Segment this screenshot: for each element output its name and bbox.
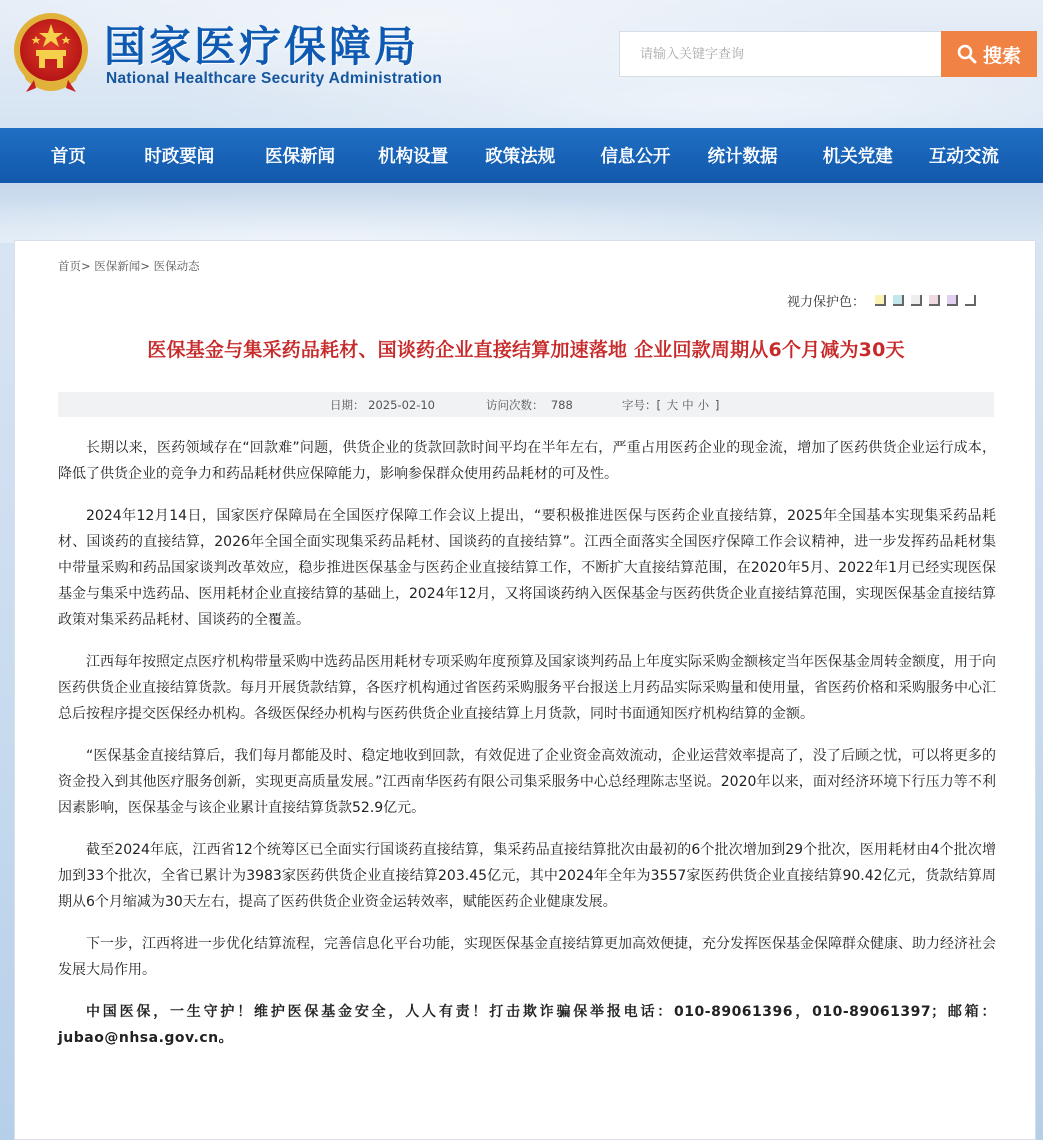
meta-date — [330, 397, 435, 413]
swatch-white[interactable] — [965, 295, 976, 306]
fontsize-label: 字号： — [622, 397, 657, 412]
nav-item-policy[interactable]: 政策法规 — [485, 147, 556, 167]
swatch-yellow[interactable] — [875, 295, 886, 306]
date-label: 日期： — [330, 397, 365, 412]
nav-item-organization[interactable]: 机构设置 — [378, 147, 449, 167]
search-icon — [957, 44, 977, 64]
search-input[interactable] — [619, 31, 941, 77]
paragraph: 截至2024年底，江西省12个统筹区已全面实行国谈药直接结算，集采药品直接结算批次由最初的6个批次增加到29个批次，医用耗材由4个批次增加到33个批次，全省已累计为3983家医药供货企业直接结算203.45亿元，其中2024年全年为3557家医药供货企业直接结算90.42亿元，货款结算周期从6个月缩减为30天左右，提高了医药供货企业资金运转效率，赋能医药企业健康发展。 — [58, 842, 996, 910]
article-title: 医保基金与集采药品耗材、国谈药企业直接结算加速落地 企业回款周期从6个月减为30天 — [147, 339, 905, 361]
vision-label: 视力保护色： — [787, 295, 866, 310]
breadcrumb-current[interactable]: 医保动态 — [153, 259, 200, 273]
article-meta — [58, 392, 994, 417]
font-medium-button[interactable]: 中 — [682, 397, 694, 412]
meta-views — [486, 397, 573, 413]
main-nav — [0, 128, 1043, 183]
font-large-button[interactable]: 大 — [666, 397, 679, 412]
nav-item-interact[interactable]: 互动交流 — [928, 147, 999, 167]
nav-item-medical-news[interactable]: 医保新闻 — [265, 147, 335, 167]
breadcrumb-news[interactable]: 医保新闻> — [94, 259, 150, 273]
views-label: 访问次数： — [486, 397, 544, 412]
swatch-purple[interactable] — [947, 295, 958, 306]
paragraph: 2024年12月14日，国家医疗保障局在全国医疗保障工作会议上提出，“要积极推进医保与医药企业直接结算，2025年全国基本实现集采药品耗材、国谈药的直接结算，2026年全国全面实现集采药品耗材、国谈药的直接结算”。江西全面落实全国医疗保障工作会议精神，进一步发挥药品耗材集中带量采购和药品国家谈判改革效应，稳步推进医保基金与医药企业直接结算工作，不断扩大直接结算范围，在2020年5月、2022年1月已经实现医保基金与集采中选药品、医用耗材企业直接结算的基础上，2024年12月，又将国谈药纳入医保基金与医药供货企业直接结算范围，实现医保基金直接结算政策对集采药品耗材、国谈药的全覆盖。 — [58, 508, 996, 628]
swatch-pink[interactable] — [929, 295, 940, 306]
nav-item-party[interactable]: 机关党建 — [822, 147, 893, 167]
nav-item-info[interactable]: 信息公开 — [600, 147, 671, 167]
date-value: 2025-02-10 — [368, 397, 435, 412]
article-body — [58, 435, 996, 1067]
hotline-notice: 中国医保，一生守护！维护医保基金安全，人人有责！打击欺诈骗保举报电话：010-89061396，010-89061397；邮箱：jubao@nhsa.gov.cn。 — [58, 1004, 996, 1046]
swatch-gray[interactable] — [911, 295, 922, 306]
swatch-blue[interactable] — [893, 295, 904, 306]
bracket-open: [ — [656, 397, 661, 412]
article-panel — [14, 240, 1036, 1140]
paragraph: 江西每年按照定点医疗机构带量采购中选药品医用耗材专项采购年度预算及国家谈判药品上年度实际采购金额核定当年医保基金周转金额度，用于向医药供货企业直接结算货款。每月开展货款结算，各医疗机构通过省医药采购服务平台报送上月药品实际采购量和使用量，省医药价格和采购服务中心汇总后按程序提交医保经办机构。各级医保经办机构与医药供货企业直接结算上月货款，同时书面通知医疗机构结算的金额。 — [58, 654, 996, 722]
banner — [0, 183, 1043, 243]
breadcrumb — [58, 258, 200, 274]
search-button[interactable] — [941, 31, 1037, 77]
font-small-button[interactable]: 小 — [697, 397, 710, 412]
vision-protection — [787, 291, 976, 310]
site-subtitle: National Healthcare Security Administration — [106, 70, 443, 87]
nav-item-stats[interactable]: 统计数据 — [707, 147, 778, 167]
site-title[interactable]: 国家医疗保障局 — [104, 22, 420, 71]
nav-item-home[interactable]: 首页 — [50, 147, 86, 167]
national-emblem-icon[interactable] — [12, 10, 90, 94]
site-header — [0, 0, 1043, 128]
paragraph: 长期以来，医药领域存在“回款难”问题，供货企业的货款回款时间平均在半年左右，严重占用医药企业的现金流，增加了医药供货企业运行成本，降低了供货企业的竞争力和药品耗材供应保障能力，影响参保群众使用药品耗材的可及性。 — [58, 440, 996, 482]
paragraph: 下一步，江西将进一步优化结算流程，完善信息化平台功能，实现医保基金直接结算更加高效便捷，充分发挥医保基金保障群众健康、助力经济社会发展大局作用。 — [58, 936, 996, 978]
paragraph: “医保基金直接结算后，我们每月都能及时、稳定地收到回款，有效促进了企业资金高效流动，企业运营效率提高了，没了后顾之忧，可以将更多的资金投入到其他医疗服务创新，实现更高质量发展。”江西南华医药有限公司集采服务中心总经理陈志坚说。2020年以来，面对经济环境下行压力等不利因素影响，医保基金与该企业累计直接结算货款52.9亿元。 — [58, 748, 996, 816]
nav-item-news[interactable]: 时政要闻 — [144, 147, 215, 167]
search-button-label: 搜索 — [982, 44, 1021, 67]
meta-fontsize — [622, 397, 719, 413]
bracket-close: ] — [714, 397, 720, 412]
breadcrumb-home[interactable]: 首页> — [58, 259, 91, 273]
views-value: 788 — [550, 397, 573, 412]
